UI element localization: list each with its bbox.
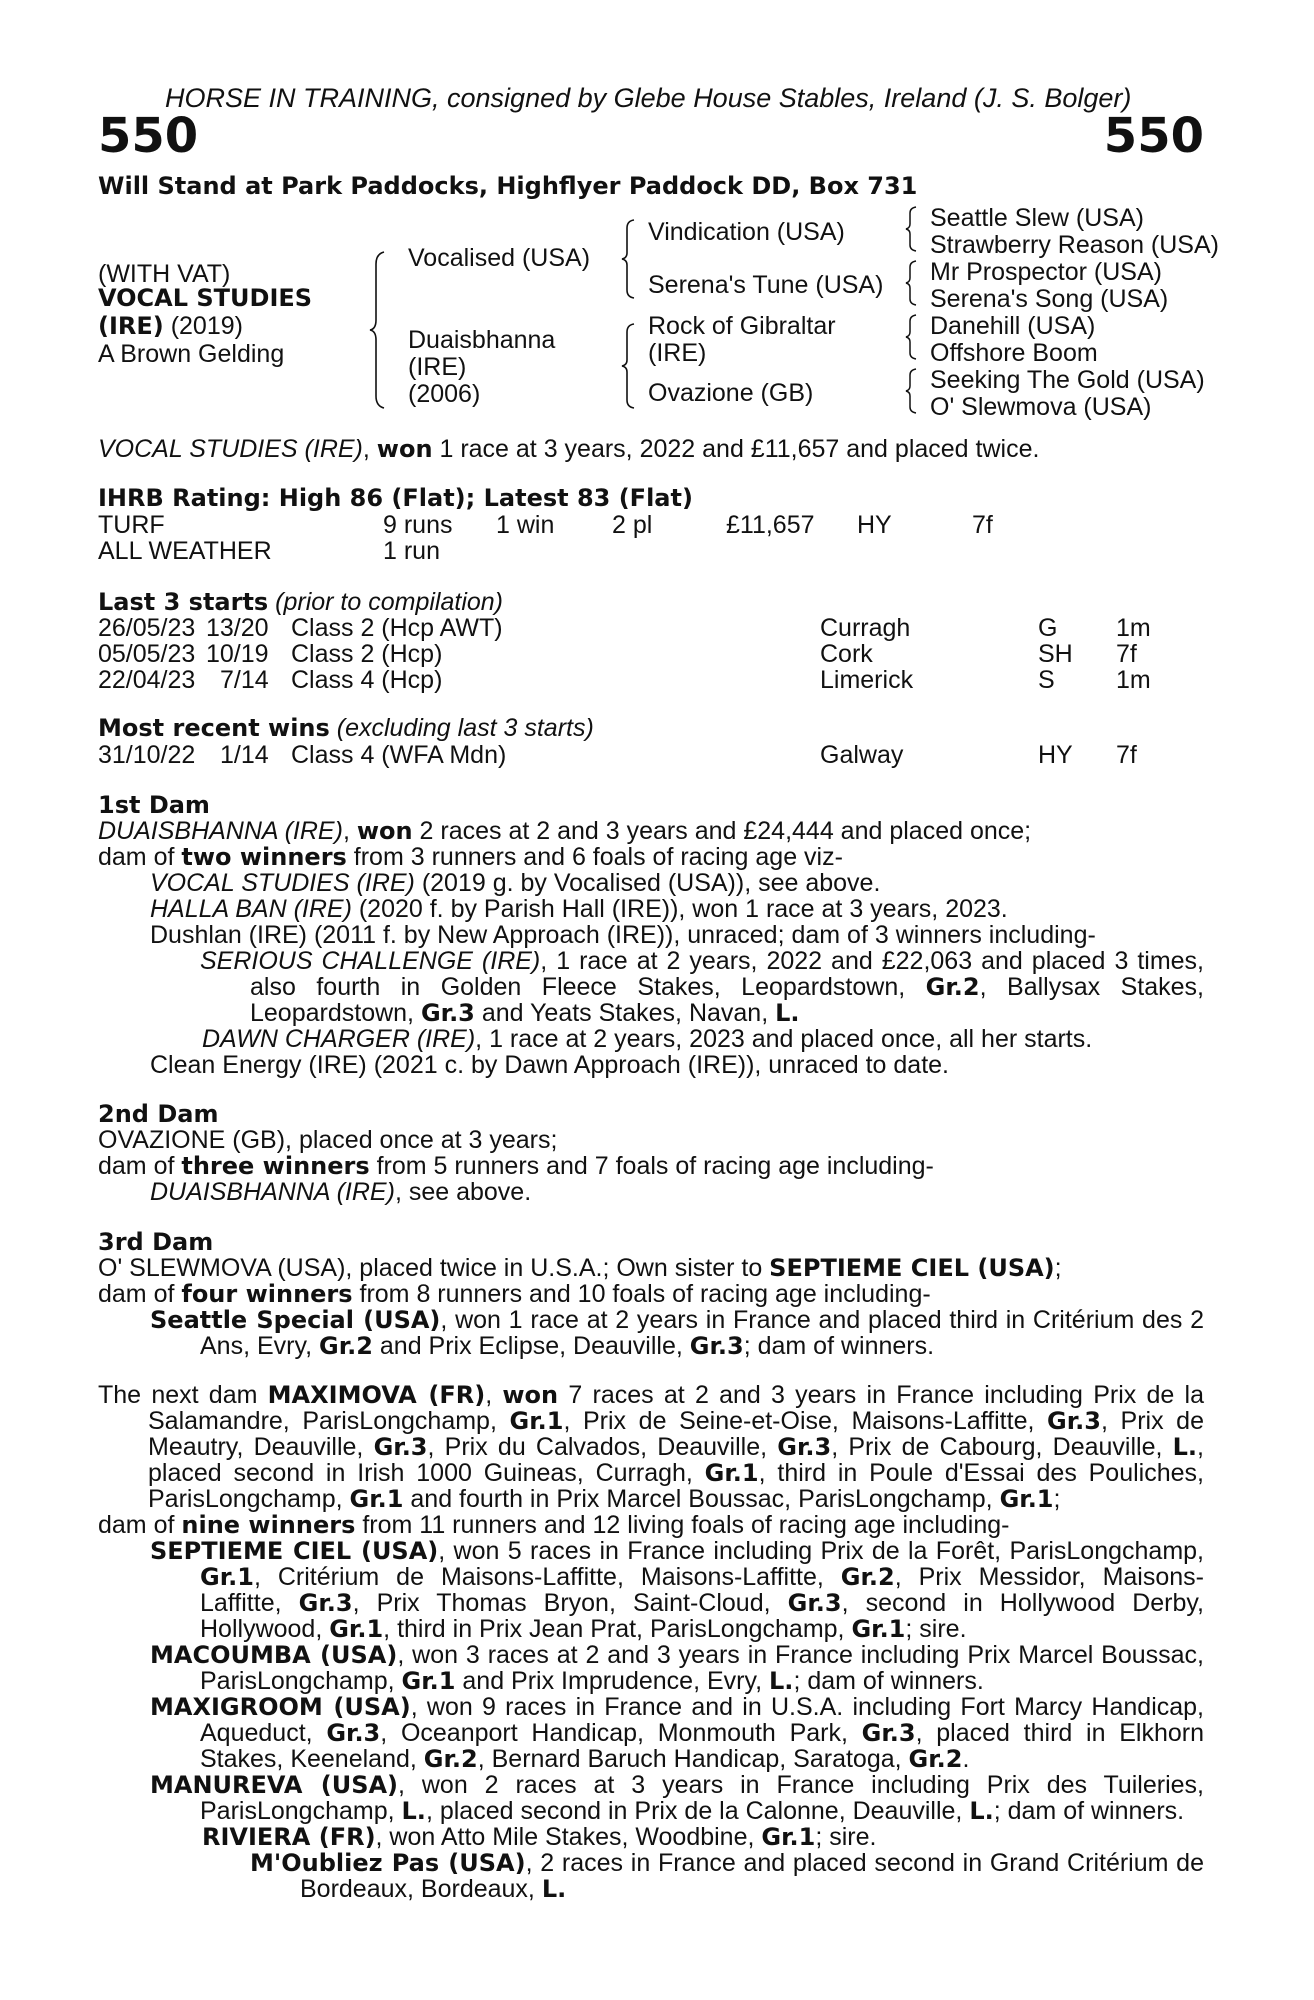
grade: Gr.3 — [373, 1433, 428, 1461]
rating-wins: 1 win — [496, 511, 555, 539]
grade: Gr.3 — [1047, 1407, 1101, 1435]
text: , Prix de Cabourg, Deauville, — [831, 1433, 1173, 1461]
recent-table — [98, 742, 1204, 768]
start-course: Cork — [820, 640, 873, 668]
produce-item — [98, 1538, 1204, 1642]
produce-item — [98, 870, 1204, 896]
produce-name: MAXIGROOM (USA) — [150, 1693, 411, 1721]
produce-name: DAWN CHARGER (IRE) — [202, 1024, 476, 1053]
horse-description: A Brown Gelding — [98, 340, 285, 368]
dam-dam: Ovazione (GB) — [648, 379, 814, 407]
produce-item — [98, 948, 1204, 1026]
produce-name: SERIOUS CHALLENGE (IRE) — [200, 946, 541, 975]
horse-year: (2019) — [163, 312, 243, 340]
rating-table — [98, 512, 1204, 564]
start-distance: 7f — [1116, 640, 1137, 668]
produce-text: , see above. — [394, 1177, 532, 1206]
grade: L. — [1172, 1433, 1198, 1461]
text: from 3 runners and 6 foals of racing age viz- — [346, 842, 843, 871]
produce-item — [98, 1642, 1204, 1694]
grade: Gr.3 — [787, 1589, 842, 1617]
rating-heading: IHRB Rating: High 86 (Flat); Latest 83 (Flat) — [98, 484, 693, 512]
start-class: Class 4 (Hcp) — [291, 666, 443, 694]
grade: L. — [775, 998, 800, 1027]
text: dam of — [98, 1279, 182, 1308]
grade: Gr.1 — [200, 1563, 254, 1591]
summary-horse-name: VOCAL STUDIES (IRE) — [98, 435, 363, 463]
start-date: 26/05/23 — [98, 614, 196, 642]
start-position: 13/20 — [206, 614, 269, 642]
text: and Prix Imprudence, Evry, — [455, 1667, 770, 1695]
produce-item — [98, 1307, 1204, 1359]
produce-name: RIVIERA (FR) — [202, 1823, 376, 1851]
won-label: won — [502, 1381, 559, 1409]
produce-item — [98, 896, 1204, 922]
start-distance: 1m — [1116, 614, 1151, 642]
start-going: G — [1038, 614, 1058, 642]
text: , 2 races in France and placed second in Grand Critérium de Bordeaux, Bordeaux, — [300, 1849, 1204, 1903]
grade: Gr.2 — [925, 972, 980, 1001]
start-course: Curragh — [820, 614, 911, 642]
rating-row-turf — [98, 512, 1204, 538]
horse-name-year — [98, 313, 243, 339]
grade: Gr.2 — [908, 1745, 963, 1773]
dam-line3: (2006) — [408, 380, 481, 408]
text: , Oceanport Handicap, Monmouth Park, — [380, 1719, 862, 1747]
dd-dam: O' Slewmova (USA) — [930, 393, 1152, 421]
grade: Gr.1 — [329, 1615, 384, 1643]
text: . — [962, 1745, 970, 1773]
produce-item — [98, 1772, 1204, 1824]
start-class: Class 2 (Hcp AWT) — [291, 614, 503, 642]
text: , won 5 races in France including Prix de la Forêt, ParisLongchamp, — [438, 1537, 1204, 1565]
dam-line1: Duaisbhanna — [408, 326, 556, 354]
grade: Gr.3 — [326, 1719, 381, 1747]
produce-item — [98, 1179, 1204, 1205]
text: , won 2 races at 3 years in France including Prix des Tuileries, ParisLongchamp, — [200, 1771, 1204, 1825]
dam-record: OVAZIONE (GB), placed once at 3 years; — [98, 1125, 558, 1154]
produce-name: DUAISBHANNA (IRE) — [150, 1177, 395, 1206]
produce-name: HALLA BAN (IRE) — [150, 894, 352, 923]
text: 7 races at 2 and 3 years in France including Prix de la Salamandre, ParisLongchamp, — [148, 1381, 1204, 1435]
start-date: 05/05/23 — [98, 640, 196, 668]
section-heading: 2nd Dam — [98, 1100, 219, 1128]
grade: L. — [401, 1797, 426, 1825]
text: , won 3 races at 2 and 3 years in France including Prix Marcel Boussac, ParisLongchamp, — [200, 1641, 1205, 1695]
produce-name: MANUREVA (USA) — [150, 1771, 399, 1799]
produce-text: (2020 f. by Parish Hall (IRE)), won 1 race at 3 years, 2023. — [351, 894, 1008, 923]
grade: Gr.2 — [840, 1563, 895, 1591]
pedigree-brace-g3-4 — [904, 367, 918, 415]
start-going: S — [1038, 666, 1055, 694]
lot-number-right: 550 — [1103, 108, 1204, 164]
win-position: 1/14 — [220, 741, 269, 769]
rating-surface: ALL WEATHER — [98, 537, 272, 565]
dam-name: DUAISBHANNA (IRE) — [98, 816, 343, 845]
sire-dam: Serena's Tune (USA) — [648, 271, 884, 299]
grade: L. — [969, 1797, 994, 1825]
vat-note: (WITH VAT) — [98, 260, 231, 288]
grade: Gr.3 — [298, 1589, 353, 1617]
separator: , — [485, 1381, 503, 1409]
text: , Ballysax Stakes, Leopardstown, — [250, 972, 1204, 1027]
dam-line2: (IRE) — [408, 353, 467, 381]
text: ; dam of winners. — [993, 1797, 1185, 1825]
start-row — [98, 615, 1204, 641]
text: from 8 runners and 10 foals of racing age including- — [352, 1279, 931, 1308]
grade: Gr.1 — [349, 1485, 404, 1513]
produce-item — [98, 1694, 1204, 1772]
rating-going: HY — [857, 511, 892, 539]
win-class: Class 4 (WFA Mdn) — [291, 741, 507, 769]
grade: L. — [541, 1875, 567, 1903]
win-row — [98, 742, 1204, 768]
dam-record — [98, 1382, 1204, 1512]
grade: L. — [769, 1667, 794, 1695]
text: , third in Poule d'Essai des Pouliches, ParisLongchamp, — [148, 1459, 1204, 1513]
start-date: 22/04/23 — [98, 666, 196, 694]
last3-heading — [98, 589, 503, 615]
text: ; sire. — [905, 1615, 967, 1643]
text: , placed third in Elkhorn Stakes, Keeneland, — [200, 1719, 1204, 1773]
grade: Gr.1 — [704, 1459, 759, 1487]
summary-won: won — [376, 435, 433, 463]
winners-count: nine winners — [181, 1511, 356, 1539]
dam-record — [98, 818, 1204, 844]
third-dam-section — [98, 1230, 1204, 1359]
winners-count: two winners — [181, 842, 347, 871]
grade: Gr.3 — [420, 998, 475, 1027]
last3-note: (prior to compilation) — [268, 588, 504, 616]
text: , 1 race at 2 years, 2022 and £22,063 and placed 3 times, also fourth in Golden Fleece Stakes, Leopardstown, — [250, 946, 1204, 1001]
start-position: 10/19 — [206, 640, 269, 668]
text: from 11 runners and 12 living foals of racing age including- — [355, 1511, 1010, 1539]
sd-dam: Serena's Song (USA) — [930, 285, 1169, 313]
start-going: SH — [1038, 640, 1073, 668]
start-distance: 1m — [1116, 666, 1151, 694]
grade: Gr.2 — [319, 1331, 373, 1360]
text: ; — [1054, 1253, 1062, 1282]
ss-dam: Strawberry Reason (USA) — [930, 231, 1219, 259]
grade: Gr.1 — [509, 1407, 564, 1435]
pedigree-brace-g3-2 — [904, 259, 918, 307]
relative-name: SEPTIEME CIEL (USA) — [769, 1253, 1055, 1282]
rating-runs: 1 run — [383, 537, 440, 565]
text: , placed second in Prix de la Calonne, Deauville, — [425, 1797, 970, 1825]
text: , Prix Messidor, Maisons-Laffitte, — [200, 1563, 1204, 1617]
produce-text: (2019 g. by Vocalised (USA)), see above. — [414, 868, 881, 897]
ds-dam: Offshore Boom — [930, 339, 1098, 367]
produce-text: , 1 race at 2 years, 2023 and placed once, all her starts. — [475, 1024, 1093, 1053]
text: , third in Prix Jean Prat, ParisLongchamp, — [383, 1615, 852, 1643]
win-distance: 7f — [1116, 741, 1137, 769]
last3-table — [98, 615, 1204, 693]
dam-record-text: 2 races at 2 and 3 years and £24,444 and placed once; — [412, 816, 1032, 845]
grade: Gr.1 — [761, 1823, 816, 1851]
produce-name: SEPTIEME CIEL (USA) — [150, 1537, 439, 1565]
summary-text: 1 race at 3 years, 2022 and £11,657 and placed twice. — [432, 435, 1040, 463]
text: ; dam of winners. — [793, 1667, 984, 1695]
grade: Gr.2 — [423, 1745, 478, 1773]
produce-name: M'Oubliez Pas (USA) — [250, 1849, 526, 1877]
sire-sire: Vindication (USA) — [648, 218, 845, 246]
produce-item — [98, 1824, 1204, 1850]
second-dam-section — [98, 1102, 1204, 1205]
text: ; sire. — [815, 1823, 877, 1851]
produce-summary — [98, 1153, 1204, 1179]
text: , won Atto Mile Stakes, Woodbine, — [375, 1823, 762, 1851]
win-date: 31/10/22 — [98, 741, 196, 769]
produce-item: Dushlan (IRE) (2011 f. by New Approach (IRE)), unraced; dam of 3 winners including- — [150, 920, 1096, 949]
produce-name: VOCAL STUDIES (IRE) — [150, 868, 415, 897]
rating-surface: TURF — [98, 511, 165, 539]
ss-sire: Seattle Slew (USA) — [930, 204, 1144, 232]
start-position: 7/14 — [220, 666, 269, 694]
grade: Gr.1 — [851, 1615, 906, 1643]
text: , Critérium de Maisons-Laffitte, Maisons-Laffitte, — [253, 1563, 841, 1591]
start-course: Limerick — [820, 666, 914, 694]
win-course: Galway — [820, 741, 904, 769]
rating-runs: 9 runs — [383, 511, 453, 539]
text: , second in Hollywood Derby, Hollywood, — [200, 1589, 1204, 1643]
horse-origin: (IRE) — [98, 312, 164, 340]
text: and fourth in Prix Marcel Boussac, ParisLongchamp, — [403, 1485, 1000, 1513]
rating-distance: 7f — [972, 511, 993, 539]
text: dam of — [98, 842, 182, 871]
sire: Vocalised (USA) — [408, 244, 591, 272]
race-summary: VOCAL STUDIES (IRE), won 1 race at 3 years, 2022 and £11,657 and placed twice. — [98, 435, 1040, 463]
stand-location: Will Stand at Park Paddocks, Highflyer Paddock DD, Box 731 — [98, 172, 918, 200]
recent-heading — [98, 715, 594, 741]
dam-record — [98, 1255, 1204, 1281]
text: O' SLEWMOVA (USA), placed twice in U.S.A.; Own sister to — [98, 1253, 770, 1282]
winners-count: three winners — [181, 1151, 370, 1180]
produce-summary — [98, 1281, 1204, 1307]
dam-name: MAXIMOVA (FR) — [267, 1381, 486, 1409]
text: ; — [1053, 1485, 1061, 1513]
recent-note: (excluding last 3 starts) — [329, 714, 594, 742]
text: dam of — [98, 1511, 182, 1539]
text: and Yeats Stakes, Navan, — [474, 998, 776, 1027]
consignor-header: HORSE IN TRAINING, consigned by Glebe House Stables, Ireland (J. S. Bolger) — [165, 83, 1132, 113]
text: , Prix du Calvados, Deauville, — [427, 1433, 778, 1461]
produce-summary — [98, 1512, 1204, 1538]
text: The next dam — [98, 1381, 268, 1409]
text: dam of — [98, 1151, 182, 1180]
grade: Gr.1 — [999, 1485, 1054, 1513]
text: , Bernard Baruch Handicap, Saratoga, — [477, 1745, 909, 1773]
rating-earnings: £11,657 — [726, 511, 815, 539]
text: ; dam of winners. — [743, 1331, 935, 1360]
winners-count: four winners — [181, 1279, 353, 1308]
start-row — [98, 641, 1204, 667]
produce-item: Clean Energy (IRE) (2021 c. by Dawn Approach (IRE)), unraced to date. — [150, 1050, 949, 1079]
first-dam-section — [98, 793, 1204, 1078]
grade: Gr.3 — [861, 1719, 916, 1747]
text: , won 9 races in France and in U.S.A. including Fort Marcy Handicap, Aqueduct, — [200, 1693, 1205, 1747]
text: , Prix de Meautry, Deauville, — [148, 1407, 1204, 1461]
produce-name: MACOUMBA (USA) — [150, 1641, 398, 1669]
rating-row-aw — [98, 538, 1204, 564]
section-heading: 3rd Dam — [98, 1228, 214, 1256]
text: , Prix de Seine-et-Oise, Maisons-Laffitte, — [563, 1407, 1048, 1435]
pedigree-brace-g3-3 — [904, 313, 918, 361]
grade: Gr.3 — [777, 1433, 832, 1461]
text: and Prix Eclipse, Deauville, — [372, 1331, 690, 1360]
dam-sire-line2: (IRE) — [648, 339, 707, 367]
ds-sire: Danehill (USA) — [930, 312, 1096, 340]
next-dam-section — [98, 1382, 1204, 1902]
produce-name: Seattle Special (USA) — [150, 1305, 441, 1334]
win-going: HY — [1038, 741, 1073, 769]
horse-name: VOCAL STUDIES — [98, 284, 313, 312]
text: , placed second in Irish 1000 Guineas, Curragh, — [148, 1433, 1204, 1487]
section-heading: 1st Dam — [98, 791, 210, 819]
produce-item — [98, 1850, 1204, 1902]
sd-sire: Mr Prospector (USA) — [930, 258, 1162, 286]
grade: Gr.1 — [401, 1667, 456, 1695]
last3-title: Last 3 starts — [98, 588, 269, 616]
produce-summary — [98, 844, 1204, 870]
dam-sire-line1: Rock of Gibraltar — [648, 312, 836, 340]
grade: Gr.3 — [689, 1331, 744, 1360]
start-row — [98, 667, 1204, 693]
pedigree-brace-gen1 — [368, 250, 388, 410]
pedigree-brace-dam — [620, 322, 636, 410]
lot-number-left: 550 — [98, 108, 199, 164]
text: from 5 runners and 7 foals of racing age including- — [369, 1151, 934, 1180]
rating-placed: 2 pl — [612, 511, 653, 539]
dd-sire: Seeking The Gold (USA) — [930, 366, 1205, 394]
separator: , — [342, 816, 357, 845]
recent-title: Most recent wins — [98, 714, 330, 742]
pedigree-brace-g3-1 — [904, 205, 918, 253]
pedigree-brace-sire — [620, 218, 636, 300]
text: , Prix Thomas Bryon, Saint-Cloud, — [352, 1589, 788, 1617]
text: , won 1 race at 2 years in France and placed third in Critérium des 2 Ans, Evry, — [200, 1305, 1204, 1360]
start-class: Class 2 (Hcp) — [291, 640, 443, 668]
produce-item — [98, 1026, 1204, 1052]
won-label: won — [356, 816, 413, 845]
